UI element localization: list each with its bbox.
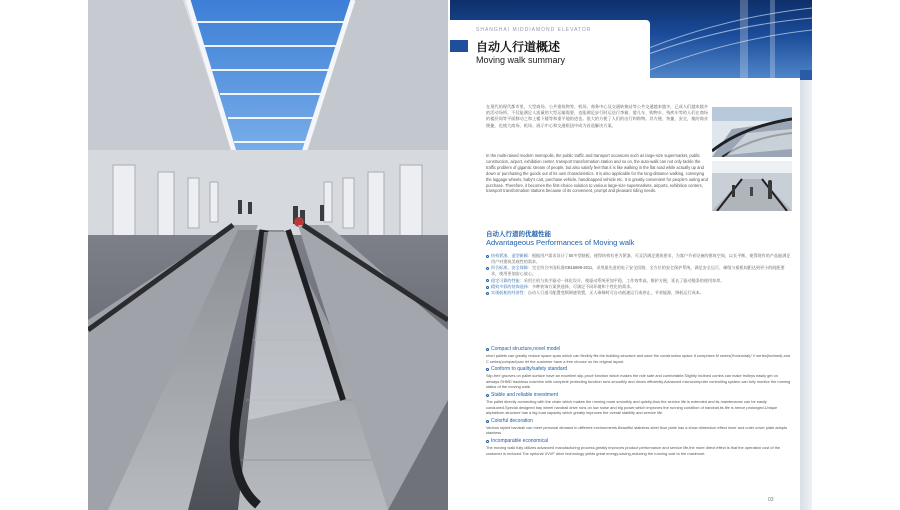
list-item-text: short pallets can greatly reduce space span,which can flexibly fits the building structure and save the construction space.It comprises M series(Horizontal)/ V series(inclined) and C series(compact)can let the customer have a free choose on his original layout. bbox=[486, 353, 791, 364]
bullet-icon bbox=[486, 267, 489, 270]
list-item bbox=[486, 392, 792, 416]
list-item bbox=[486, 346, 792, 364]
list-item-text: Various styled handrail can meet personal demand in different environments.Beautiful stainless steel floor plate has a show dimension effect inner and outer cover plate adopts stainless bbox=[486, 424, 788, 436]
brand-name: SHANGHAI MIDDIAMOND ELEVATOR bbox=[476, 27, 592, 33]
bullet-icon bbox=[486, 394, 489, 397]
list-item-heading: Compact structure,novel model bbox=[486, 346, 792, 353]
list-item bbox=[486, 418, 792, 436]
page-number: 03 bbox=[768, 497, 774, 503]
advantages-title-cn: 自动人行道的优越性能 bbox=[486, 231, 551, 238]
list-item: 稳定可靠的性能：采用主机与扶手驱动一体化设计，使驱动系统更加平稳，工作效率高，维护方便，延长了驱动链条的使用寿命。 bbox=[486, 278, 792, 284]
page-title-en: Moving walk summary bbox=[476, 55, 566, 65]
bullet-icon bbox=[486, 279, 489, 282]
bullet-icon bbox=[486, 420, 489, 423]
advantages-title-en: Advantageous Performances of Moving walk bbox=[486, 238, 635, 247]
bullet-icon bbox=[486, 368, 489, 371]
bullet-icon bbox=[486, 348, 489, 351]
bullet-icon bbox=[486, 292, 489, 295]
list-item-text: The pallet directly connecting with the chain which makes the running more smoothly and quietly,thus the service life is extended and its maintenance can be easily conducted.Special designed bay wheel handrail drive runs on low noise and big power,which improves the running condition of handrail,its life is hence prolonged.Unique airplatform structure has a big load capacity which greatly improves the overall stability and service life. bbox=[486, 398, 778, 416]
list-item bbox=[486, 366, 792, 390]
list-item: 符合标准，安全保障：完全符合中国标准GB16899-2011，采用最先进的电子安全回路，全方位的安全保护系统，满足安全运行、梯级与裙板间距达到更小的间距要求，使用更加安心放心。 bbox=[486, 265, 792, 277]
bullet-icon bbox=[486, 440, 489, 443]
list-item: 结构紧凑，造型新颖：根据用户需求设计了50多型踏板，使得结构有更为紧凑、可灵活满足建筑要求，为客户节省设备的建筑空间，以长平衡、使得现有的产品能满足用户对建筑美观性的需求。 bbox=[486, 253, 792, 265]
list-item-text: The moving walk fully utilizes advanced manufacturing process,greatly improves product performance and service life,the more direct effect is that the operation cost of the customer is reduced.The optional VVVF drive technology yields great energy-saving,reducing the running cost to the maximum. bbox=[486, 444, 781, 456]
bullet-icon bbox=[486, 286, 489, 289]
list-item-heading: Colorful decoration bbox=[486, 418, 792, 425]
list-item-heading: Conform to quality/safety standard bbox=[486, 366, 792, 373]
intro-text-en: In the multi-raised modern metropolis, the public traffic and transport occasions such as large-size supermarket, public construction, airport, exhibition center, transport transformation station and so on, the auto-walk can not only tackle the traffic problem of gigantic stream of people, but also satisfy feel that it is like walking in the flat road while actually up and down or purchasing the goods out of its own characteristics. It is also applicable for the long-distance walking, conveying the luggage wheels, baby's cart, purchase vehicle, handicapped vehicle etc. It is greatly convenient for people's outing and purchase. Therefore, it becomes the first-choice solution to various large-size supermarkets, airports, exhibition centers, transport transformation stations because of its convenient, prompt and pleasant riding needs. bbox=[486, 153, 708, 194]
list-item-text: Slip-free grooves on pallet surface have an excellent slip-proof function which makes the ride safe and comfortable.Slightly inclined combs can make trolleys easily get on airways.SHMD trackless machine with complete protecting function runs smoothly and drives efficiently.Advanced microcomputer controlling system can fully monitor the running status of the moving walk. bbox=[486, 373, 791, 390]
brochure-page bbox=[450, 0, 812, 510]
supermarket-thumbnail-photo bbox=[712, 161, 792, 211]
list-item: 实现低耗的经济性：自动人行道可配置变频调速装置，无人乘梯时可自动低速运行或停止，节省能源，降低运行成本。 bbox=[486, 290, 792, 296]
side-stripe bbox=[800, 70, 812, 510]
list-item bbox=[486, 438, 792, 456]
bullet-icon bbox=[486, 255, 489, 258]
advantages-list-en bbox=[486, 346, 792, 458]
list-item-heading: Stable and reliable investment bbox=[486, 392, 792, 399]
title-accent-bar bbox=[450, 40, 468, 52]
advantages-list-cn bbox=[486, 253, 792, 297]
page-title-cn: 自动人行道概述 bbox=[476, 40, 561, 54]
moving-walk-photo bbox=[88, 0, 448, 510]
walkway-thumbnail-photo bbox=[712, 107, 792, 157]
list-item: 精致多彩的装饰选择：多种装饰方案供选择，可满足不同环境和个性化的需求。 bbox=[486, 284, 792, 290]
intro-text-cn: 在现代的现代都市里，大型商场、公共建筑物等，机场、商务中心及交通转换站等公共交通越来越多，已成人们越来越多的活动场所。不仅能满足人流量的大型运输需要，也能满足步行时运送行李箱、婴儿车、购物车、残疾车等的人们在商场的楼层间等平面移动之和上楼下楼等和重平地的进也。很大的方便了人们的出行和购物。其方便、快捷、安全，使的商业便捷，也使大商场、机场、展示中心和交通枢纽中成为首选解决方案。 bbox=[486, 104, 708, 128]
list-item-heading: Incomparable economical bbox=[486, 438, 792, 445]
